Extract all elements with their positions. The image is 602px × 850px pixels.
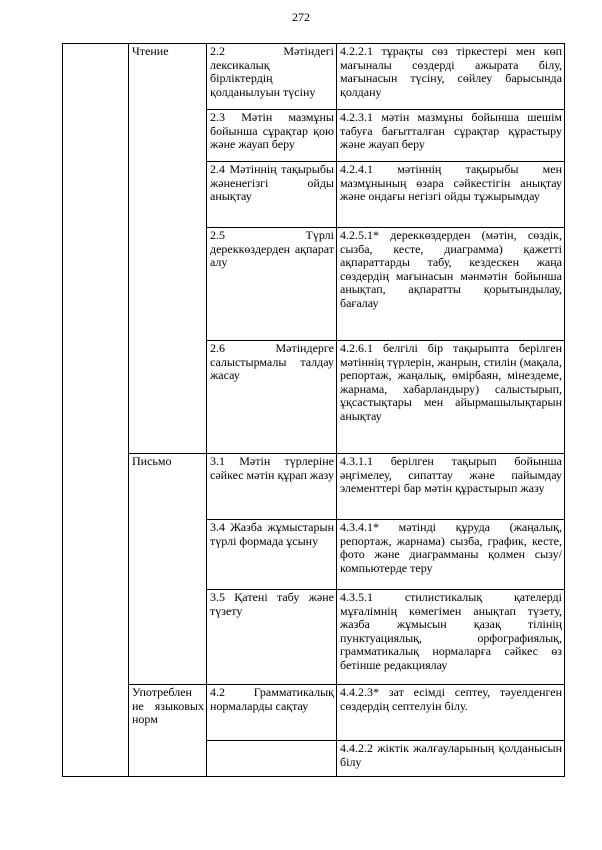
objective-cell: 4.2.5.1* дереккөздерден (мәтін, сөздік, сызба, кесте, диаграмма) қажетті ақпараттарды табу, кездескен жаңа сөздердің мағынасын мәнмәтін бойынша анықтап, ақпаратты қорытындылау, бағалау (337, 228, 565, 341)
table-row (63, 454, 565, 520)
curriculum-table (62, 43, 565, 777)
goal-cell: 2.5 Түрлі дереккөздерден ақпарат алу (207, 228, 337, 341)
goal-cell (207, 741, 337, 777)
goal-cell: 3.1 Мәтін түрлеріне сәйкес мәтін құрап жазу (207, 454, 337, 520)
page-number: 272 (292, 10, 310, 24)
objective-cell: 4.2.4.1 мәтіннің тақырыбы мен мазмұнының өзара сәйкестігін анықтау және ондағы негізгі ойды тұжырымдау (337, 162, 565, 228)
goal-cell: 2.3 Мәтін мазмұны бойынша сұрақтар қою және жауап беру (207, 110, 337, 162)
objective-cell: 4.3.5.1 стилистикалық қателерді мұғалімнің көмегімен анықтап түзету, жазба жұмысын қазақ тілінің пунктуациялық, орфографиялық, грамматикалық нормаларға сәйкес өз бетінше редакциялау (337, 590, 565, 685)
goal-cell: 4.2 Грамматикалық нормаларды сақтау (207, 685, 337, 741)
goal-cell: 2.6 Мәтіндерге салыстырмалы талдау жасау (207, 341, 337, 454)
objective-cell: 4.2.6.1 белгілі бір тақырыпта берілген мәтіннің түрлерін, жанрын, стилін (мақала, репортаж, жаңалық, өмірбаян, мінездеме, жарнама, хабарландыру) салыстырып, ұқсастықтары мен айырмашылықтарын анықтау (337, 341, 565, 454)
skill-cell-language: Употреблен ие языковых норм (129, 685, 207, 777)
objective-cell: 4.2.2.1 тұрақты сөз тіркестері мен көп мағыналы сөздерді ажырата білу, мағынасын түсіну, сөйлеу барысында қолдану (337, 44, 565, 110)
goal-cell: 3.4 Жазба жұмыстарын түрлі формада ұсыну (207, 520, 337, 590)
table-row (63, 44, 565, 110)
objective-cell: 4.3.1.1 берілген тақырып бойынша әңгімелеу, сипаттау және пайымдау элементтері бар мәтін құрастырып жазу (337, 454, 565, 520)
goal-cell: 2.4 Мәтіннің тақырыбы жәненегізгі ойды анықтау (207, 162, 337, 228)
section-cell (63, 44, 129, 777)
objective-cell: 4.4.2.2 жіктік жалғауларының қолданысын білу (337, 741, 565, 777)
skill-cell-writing: Письмо (129, 454, 207, 685)
goal-cell: 3.5 Қатені табу және түзету (207, 590, 337, 685)
table-row (63, 685, 565, 741)
skill-cell-reading: Чтение (129, 44, 207, 454)
objective-cell: 4.4.2.3* зат есімді септеу, тәуелденген сөздердің септелуін білу. (337, 685, 565, 741)
objective-cell: 4.3.4.1* мәтінді құруда (жаңалық, репортаж, жарнама) сызба, график, кесте, фото және диаграмманы қолмен сызу/компьютерде теру (337, 520, 565, 590)
objective-cell: 4.2.3.1 мәтін мазмұны бойынша шешім табуға бағытталған сұрақтар құрастыру және жауап беру (337, 110, 565, 162)
goal-cell: 2.2 Мәтіндегі лексикалық бірліктердің қолданылуын түсіну (207, 44, 337, 110)
